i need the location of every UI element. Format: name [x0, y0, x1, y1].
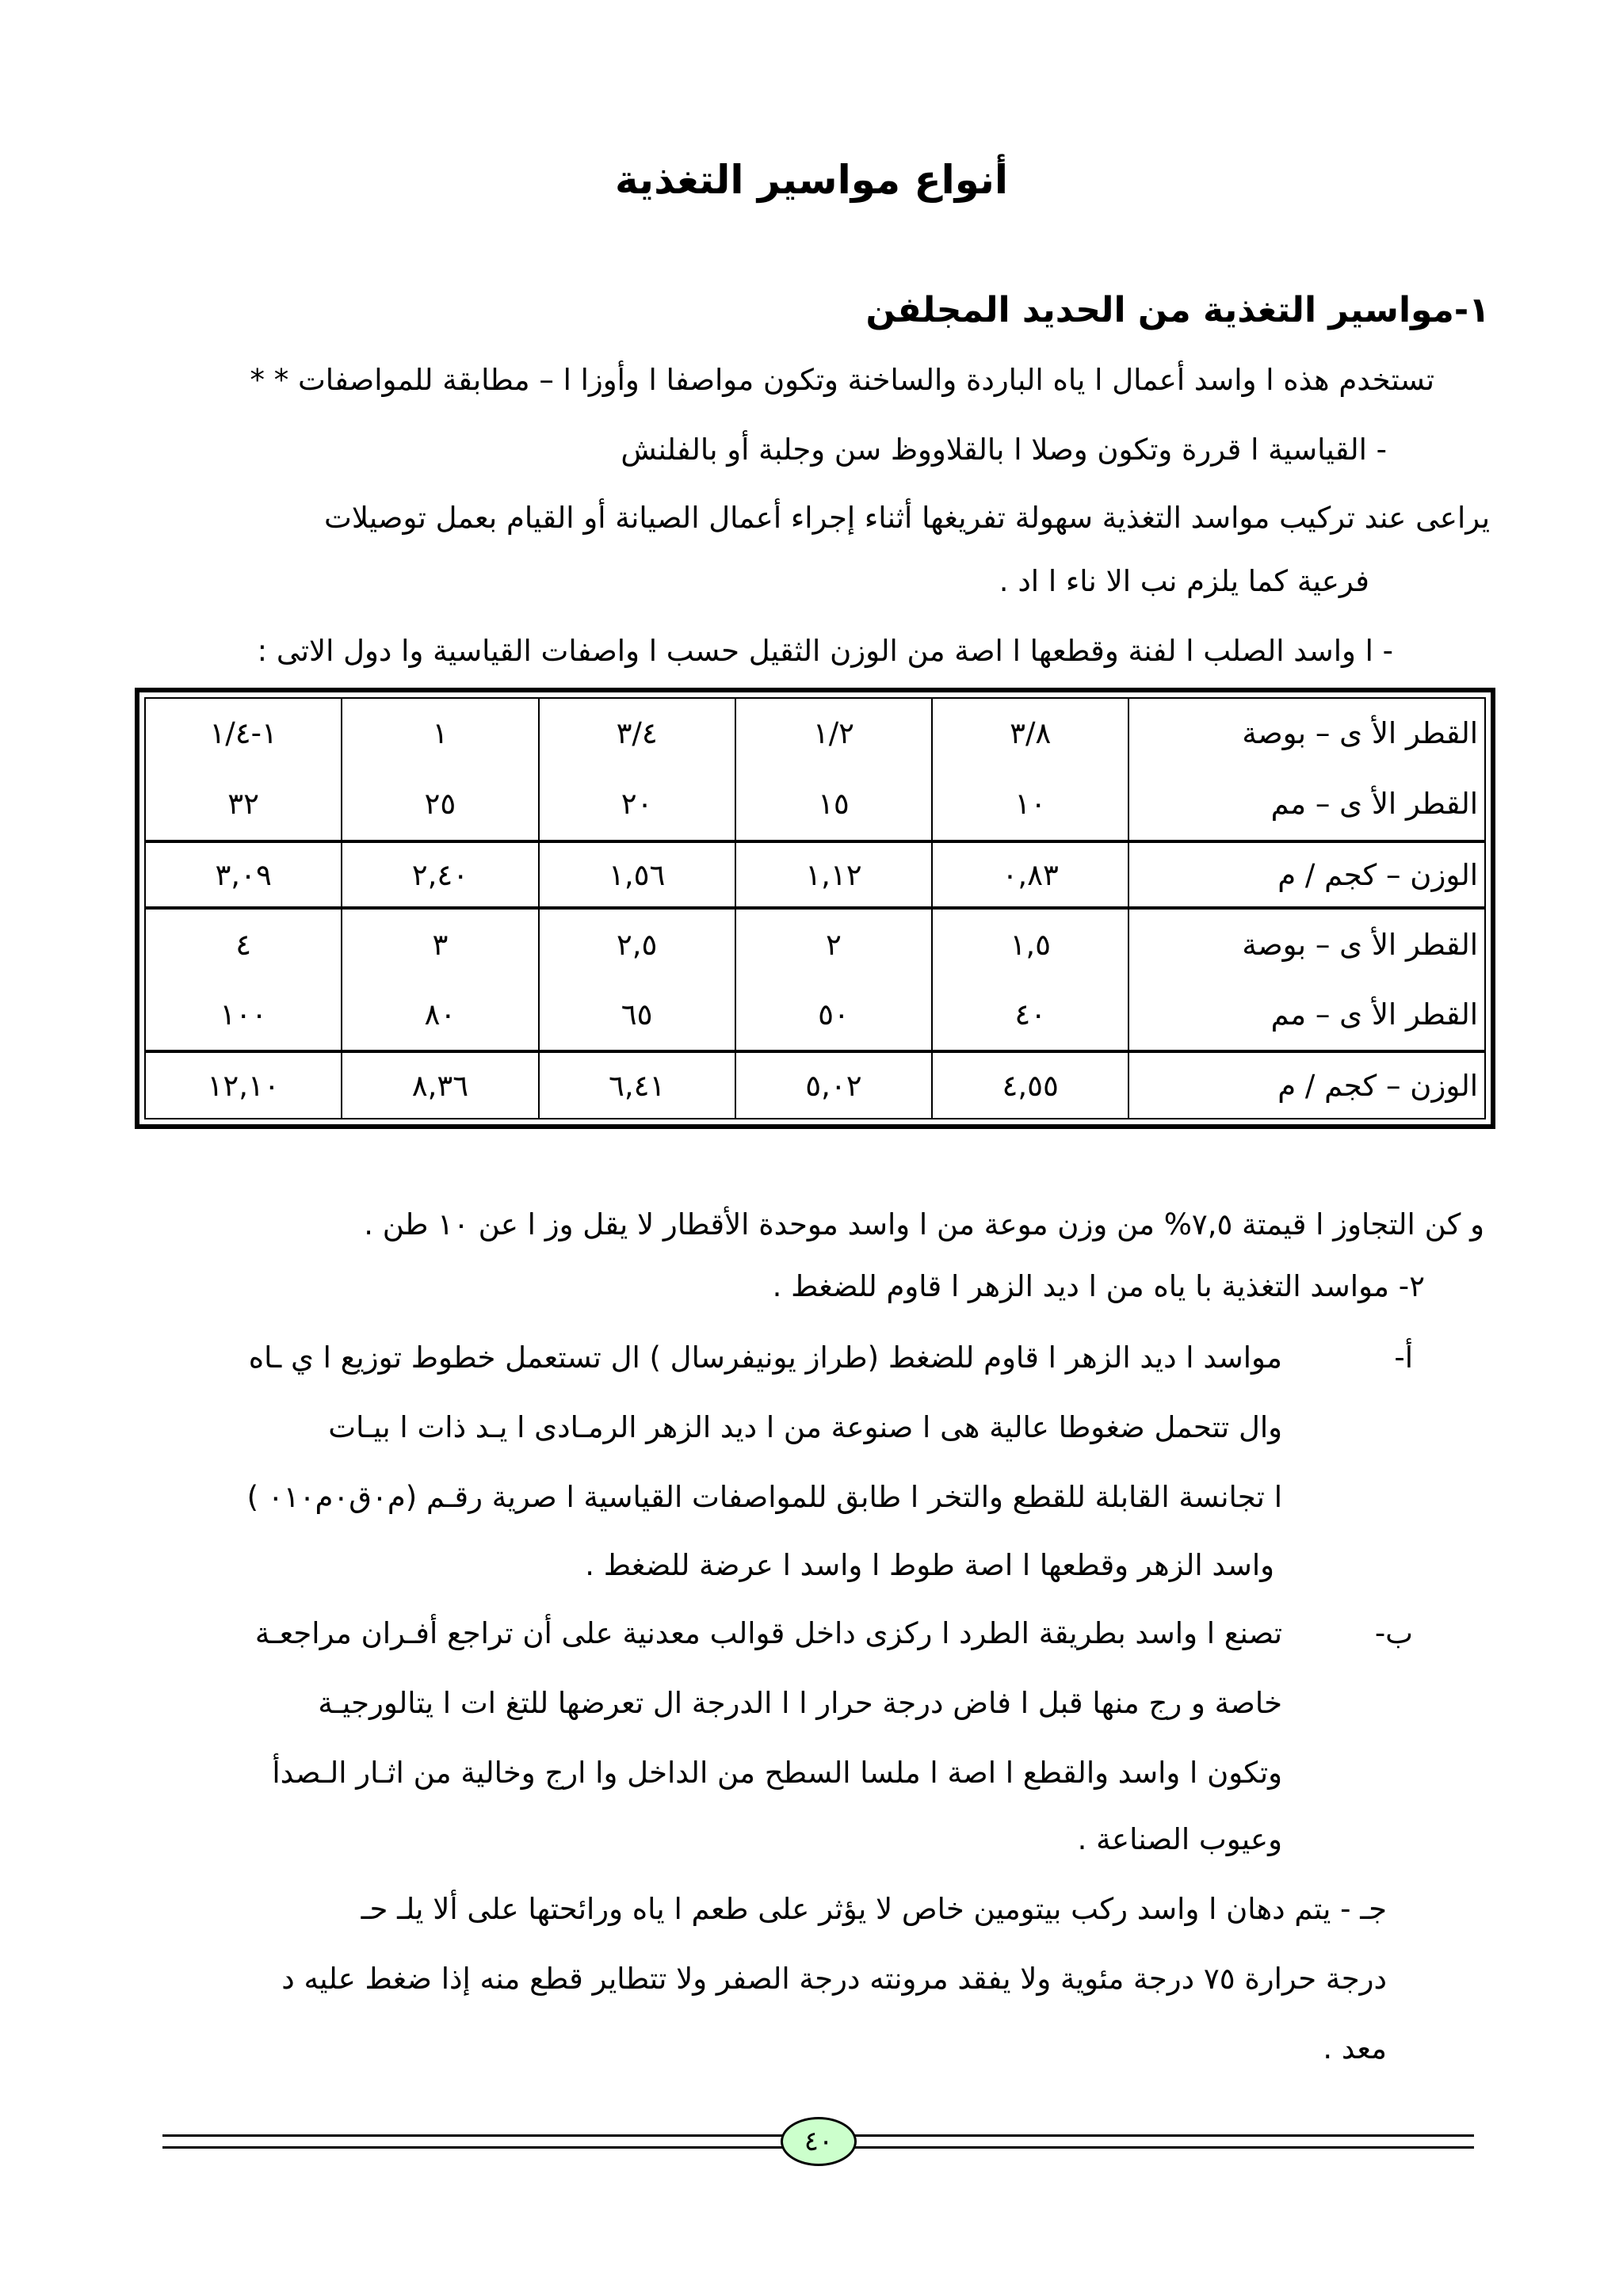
label-diam-inch: القطر الأ ى – بوصة	[1242, 716, 1478, 751]
spec-cell	[932, 698, 1128, 841]
item-marker-b: ب-	[1374, 1616, 1413, 1650]
paragraph-line: ا تجانسة القابلة للقطع والتخر ا طابق للمواصفات القياسية ا صرية رقـم (م٠ق٠م٠١٠ )	[246, 1480, 1282, 1514]
label-diam-mm: القطر الأ ى – مم	[1270, 997, 1478, 1032]
paragraph-line: تستخدم هذه ا واسد أعمال ا ياه الباردة والساخنة وتكون مواصفا ا وأوزا ا – مطابقة للمواصفات * *	[250, 363, 1434, 397]
paragraph-line: وتكون ا واسد والقطع ا اصة ا ملسا السطح من الداخل وا ارج وخالية من اثـار الـصدأ	[272, 1756, 1282, 1790]
label-diam-mm: القطر الأ ى – مم	[1270, 787, 1478, 822]
label-diam-inch: القطر الأ ى – بوصة	[1242, 927, 1478, 962]
section-heading: ١-مواسير التغذية من الحديد المجلفن	[865, 290, 1490, 330]
spec-cell	[145, 698, 342, 841]
paragraph-line: درجة حرارة ٧٥ درجة مئوية ولا يفقد مرونته درجة الصفر ولا تتطاير قطع منه إذا ضغط عليه د	[281, 1962, 1387, 1996]
page-number: ٤٠	[781, 2117, 857, 2166]
weight-value: ٥,٠٢	[735, 1051, 932, 1119]
inch-value: ٣	[432, 927, 449, 962]
inch-value: ٢	[826, 927, 842, 962]
weight-value: ٦,٤١	[539, 1051, 735, 1119]
paragraph-line: جـ - يتم دهان ا واسد ركب بيتومين خاص لا يؤثر على طعم ا ياه ورائحتها على ألا يلـ حـ	[361, 1892, 1387, 1926]
paragraph-line: خاصة و رج منها قبل ا فاض درجة حرار ا ا الدرجة ال تعرضها للتغ ات ا يتالورجيـة	[318, 1686, 1282, 1720]
paragraph-line: واسد الزهر وقطعها ا اصة طوط ا واسد ا عرضة للضغط .	[585, 1548, 1274, 1582]
paragraph-line: وال تتحمل ضغوطا عالية هى ا صنوعة من ا ديد الزهر الرمـادى ا يـد ذات ا بيـات	[328, 1410, 1282, 1444]
paragraph-line: تصنع ا واسد بطريقة الطرد ا ركزى داخل قوالب معدنية على أن تراجع أفـران مراجعـة	[254, 1616, 1282, 1650]
mm-value: ١٠٠	[220, 997, 267, 1032]
paragraph-line: ٢- مواسد التغذية با ياه من ا ديد الزهر ا قاوم للضغط .	[772, 1269, 1425, 1303]
paragraph-line: وعيوب الصناعة .	[1077, 1822, 1282, 1856]
mm-value: ٥٠	[818, 997, 850, 1032]
pipe-spec-table	[135, 688, 1495, 1129]
spec-table-grid	[144, 697, 1486, 1119]
weight-value: ٨,٣٦	[342, 1051, 538, 1119]
paragraph-line: معد .	[1323, 2031, 1387, 2065]
mm-value: ٨٠	[424, 997, 456, 1032]
weight-value: ٣,٠٩	[145, 841, 342, 909]
paragraph-line: يراعى عند تركيب مواسد التغذية سهولة تفريغها أثناء إجراء أعمال الصيانة أو القيام بعمل توصيلات	[323, 501, 1490, 535]
mm-value: ٤٠	[1014, 997, 1047, 1032]
inch-value: ٣/٤	[616, 716, 658, 751]
item-marker-a: أ-	[1394, 1341, 1413, 1375]
weight-value: ١,١٢	[735, 841, 932, 909]
inch-value: ١/٢	[812, 716, 855, 751]
inch-value: ١,٥	[1010, 927, 1051, 962]
mm-value: ٢٥	[424, 787, 456, 822]
mm-value: ١٠	[1014, 787, 1047, 822]
spec-cell	[735, 908, 932, 1051]
paragraph-line: - ا واسد الصلب ا لفنة وقطعها ا اصة من الوزن الثقيل حسب ا واصفات القياسية وا دول الاتى :	[257, 634, 1393, 668]
weight-value: ١٢,١٠	[145, 1051, 342, 1119]
inch-value: ١-١/٤	[209, 716, 277, 751]
weight-value: ٤,٥٥	[932, 1051, 1128, 1119]
paragraph-line: - القياسية ا قررة وتكون وصلا ا بالقلاووظ سن وجلبة أو بالفلنش	[621, 433, 1387, 467]
inch-value: ٤	[235, 927, 252, 962]
weight-value: ٢,٤٠	[342, 841, 538, 909]
weight-value: ٠,٨٣	[932, 841, 1128, 909]
paragraph-line: مواسد ا ديد الزهر ا قاوم للضغط (طراز يونيفرسال ) ال تستعمل خطوط توزيع ا ي ـاه	[248, 1341, 1282, 1375]
spec-cell	[932, 908, 1128, 1051]
spec-cell	[342, 698, 538, 841]
spec-cell	[342, 908, 538, 1051]
paragraph-line: و كن التجاوز ا قيمتة ٧,٥% من وزن موعة من ا واسد موحدة الأقطار لا يقل وز ا عن ١٠ طن .	[364, 1207, 1484, 1241]
page-title: أنواع مواسير التغذية	[614, 157, 1009, 203]
inch-value: ١	[432, 716, 449, 751]
row-label-cell	[1128, 698, 1485, 841]
label-weight: الوزن – كجم / م	[1128, 841, 1485, 909]
row-label-cell	[1128, 908, 1485, 1051]
inch-value: ٣/٨	[1010, 716, 1052, 751]
spec-cell	[539, 908, 735, 1051]
label-weight: الوزن – كجم / م	[1128, 1051, 1485, 1119]
weight-value: ١,٥٦	[539, 841, 735, 909]
mm-value: ١٥	[818, 787, 850, 822]
mm-value: ٢٠	[621, 787, 653, 822]
spec-cell	[735, 698, 932, 841]
spec-cell	[145, 908, 342, 1051]
mm-value: ٣٢	[227, 787, 260, 822]
inch-value: ٢,٥	[616, 927, 658, 962]
spec-cell	[539, 698, 735, 841]
paragraph-line: فرعية كما يلزم نب الا ناء ا اد .	[999, 564, 1369, 598]
mm-value: ٦٥	[621, 997, 653, 1032]
